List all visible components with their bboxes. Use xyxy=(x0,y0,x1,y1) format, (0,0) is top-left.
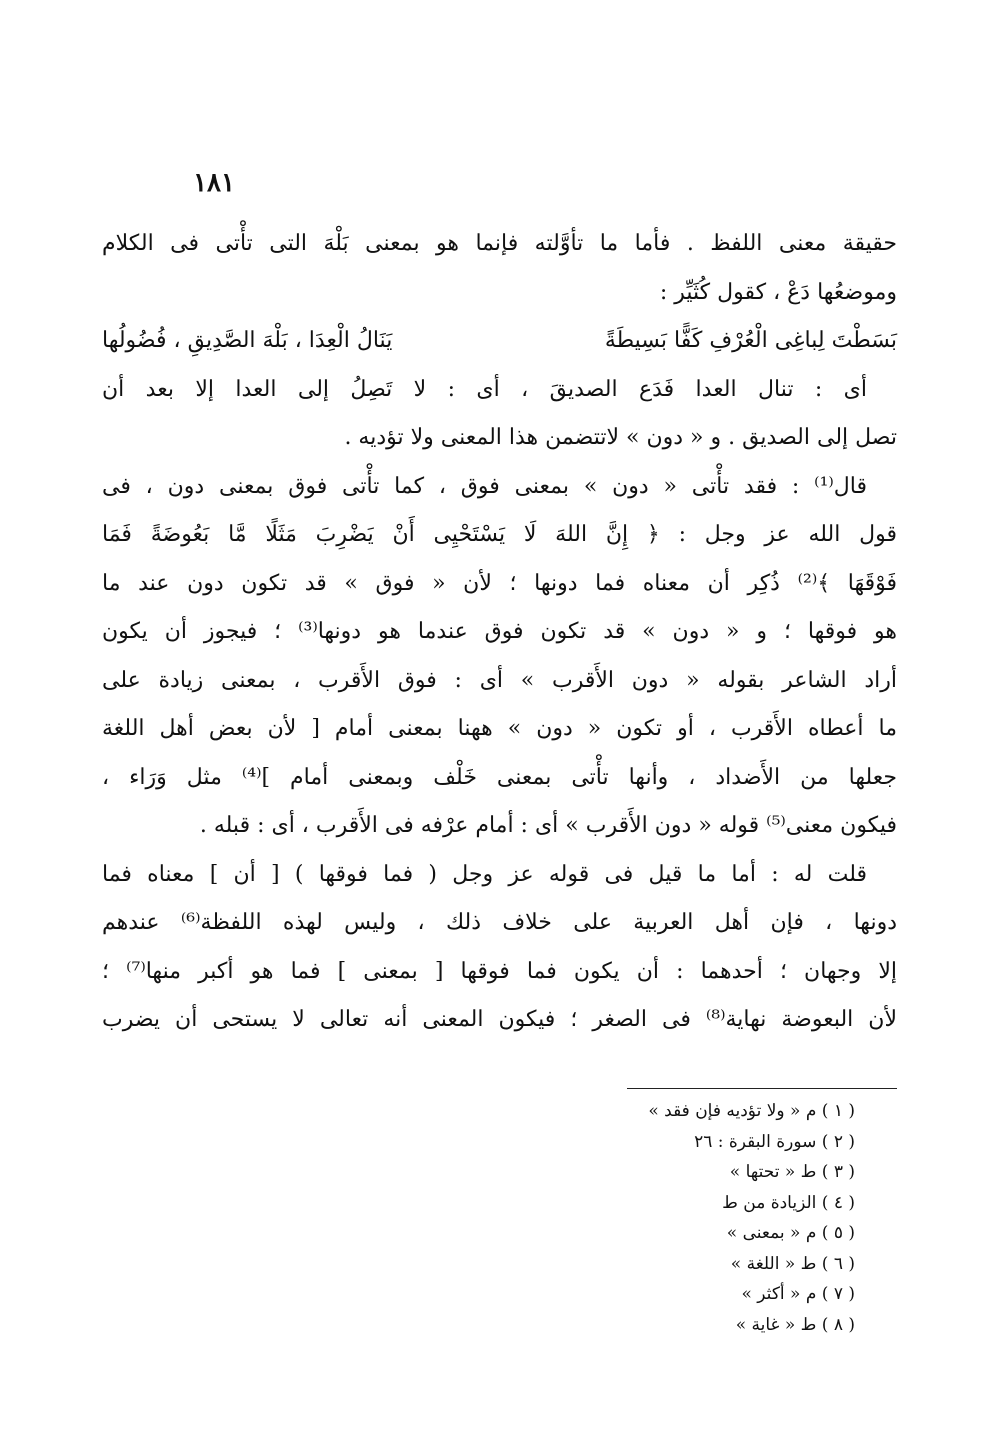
text-line-10: أراد الشاعر بقوله « دون الأَقرب » أى : فوق الأَقرب ، بمعنى زيادة على xyxy=(102,667,897,693)
text-line-14: قلت له : أما ما قيل فى قوله عز وجل ( فما فوقها ) [ أن ] معناه فما xyxy=(102,861,867,887)
text-line-11: ما أعطاه الأَقرب ، أو تكون « دون » ههنا بمعنى أمام [ لأن بعض أهل اللغة xyxy=(102,716,897,741)
text-line-4: أى : تنال العدا فَدَع الصديقَ ، أى : لا تَصِلُ إلى العدا إلا بعد أن xyxy=(102,376,867,402)
footnote-2: ( ٢ ) سورة البقرة : ٢٦ xyxy=(694,1131,855,1152)
text-line-2: وموضعُها دَعْ ، كقول كُثَيِّر : xyxy=(659,279,897,305)
text-line-16: إلا وجهان ؛ أحدهما : أن يكون فما فوقها [ بمعنى ] فما هو أكبر منها⁽⁷⁾ ؛ xyxy=(102,958,897,984)
footnote-7: ( ٧ ) م « أكثر » xyxy=(741,1284,855,1304)
footnote-divider xyxy=(627,1088,897,1089)
text-line-6: قال⁽¹⁾ : فقد تأْتى « دون » بمعنى فوق ، كما تأْتى فوق بمعنى دون ، فى xyxy=(102,473,867,499)
footnote-5: ( ٥ ) م « بمعنى » xyxy=(726,1223,855,1243)
text-line-12: جعلها من الأَضداد ، وأنها تأْتى بمعنى خَلْف وبمعنى أمام ]⁽⁴⁾ مثل وَرَاء ، xyxy=(102,764,897,790)
poem-verse xyxy=(102,317,897,366)
verse-second-hemistich: يَنَالُ الْعِدَا ، بَلْهَ الصَّدِيقِ ، فُضُولُها xyxy=(102,328,393,353)
footnote-6: ( ٦ ) ط « اللغة » xyxy=(730,1253,855,1274)
footnote-3: ( ٣ ) ط « تحتها » xyxy=(729,1162,855,1182)
text-line-9: هو فوقها ؛ و « دون » قد تكون فوق عندما هو دونها⁽³⁾ ؛ فيجوز أن يكون xyxy=(102,619,897,644)
page-number: ١٨١ xyxy=(193,168,235,198)
text-line-15: دونها ، فإن أهل العربية على خلاف ذلك ، وليس لهذه اللفظة⁽⁶⁾ عندهم xyxy=(102,910,897,935)
footnote-4: ( ٤ ) الزيادة من ط xyxy=(722,1192,855,1213)
text-line-17: لأن البعوضة نهاية⁽⁸⁾ فى الصغر ؛ فيكون المعنى أنه تعالى لا يستحى أن يضرب xyxy=(102,1007,897,1032)
main-text xyxy=(102,220,897,1045)
text-line-8: فَوْقَهَا ﴾⁽²⁾ ذُكِر أن معناه فما دونها ؛ لأن « فوق » قد تكون دون عند ما xyxy=(102,570,897,596)
text-line-7: قول الله عز وجل : ﴿ إِنَّ اللهَ لَا يَسْتَحْيِى أَنْ يَضْرِبَ مَثَلًا مَّا بَعُوضَةً فَمَا xyxy=(102,522,897,547)
footnote-1: ( ١ ) م « ولا تؤديه فإن فقد » xyxy=(648,1101,855,1121)
text-line-13: فيكون معنى⁽⁵⁾ قوله « دون الأَقرب » أى : أمام عرْفه فى الأَقرب ، أى : قبله . xyxy=(199,813,897,838)
text-line-5: تصل إلى الصديق . و « دون » لاتتضمن هذا المعنى ولا تؤديه . xyxy=(344,425,897,450)
text-line-1: حقيقة معنى اللفظ . فأما ما تأوَّلته فإنما هو بمعنى بَلْهَ التى تأْتى فى الكلام xyxy=(102,231,897,256)
verse-first-hemistich: بَسَطْتَ لِباغِى الْعُرْفِ كَفًّا بَسِيطَةً xyxy=(604,328,897,353)
footnotes xyxy=(648,1096,855,1340)
footnote-8: ( ٨ ) ط « غاية » xyxy=(735,1314,855,1335)
